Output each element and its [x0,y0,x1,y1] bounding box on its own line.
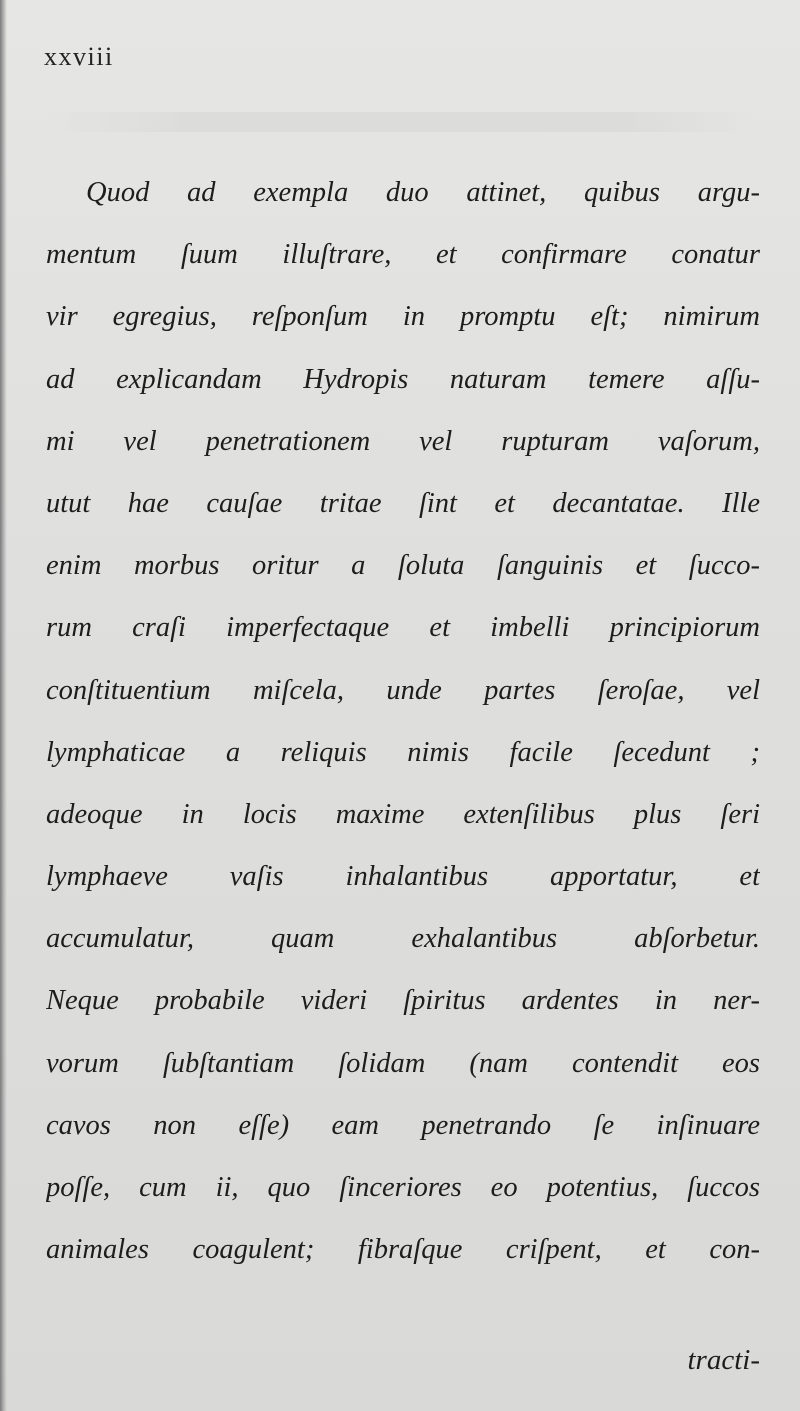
text-line: animales coagulent; fibraſque criſpent, et con- [46,1234,760,1266]
text-line: rum craſi imperfectaque et imbelli principiorum [46,612,760,644]
text-line: mi vel penetrationem vel rupturam vaſorum, [46,425,760,457]
text-line: lymphaticae a reliquis nimis facile ſecedunt ; [46,736,760,768]
text-line: lymphaeve vaſis inhalantibus apportatur, et [46,861,760,893]
text-line: conſtituentium miſcela, unde partes ſeroſae, vel [46,674,760,706]
text-line: utut hae cauſae tritae ſint et decantatae. Ille [46,487,760,519]
page-binding-edge [0,0,7,1411]
text-line: vorum ſubſtantiam ſolidam (nam contendit eos [46,1047,760,1079]
text-line: enim morbus oritur a ſoluta ſanguinis et ſucco- [46,550,760,582]
catchword: tracti- [687,1344,760,1376]
text-line: vir egregius, reſponſum in promptu eſt; nimirum [46,301,760,333]
text-line: mentum ſuum illuſtrare, et confirmare conatur [46,239,760,271]
text-line: Neque probabile videri ſpiritus ardentes in ner- [46,985,760,1017]
text-line: adeoque in locis maxime extenſilibus plus ſeri [46,798,760,830]
text-line: Quod ad exempla duo attinet, quibus argu- [86,177,760,208]
body-text [46,162,760,1281]
text-line: ad explicandam Hydropis naturam temere aſſu- [46,363,760,395]
text-line: cavos non eſſe) eam penetrando ſe inſinuare [46,1109,760,1141]
paper-show-through [40,112,760,132]
page-number: xxviii [44,42,114,71]
text-line: poſſe, cum ii, quo ſinceriores eo potentius, ſuccos [46,1172,760,1203]
text-line: accumulatur, quam exhalantibus abſorbetur. [46,923,760,955]
